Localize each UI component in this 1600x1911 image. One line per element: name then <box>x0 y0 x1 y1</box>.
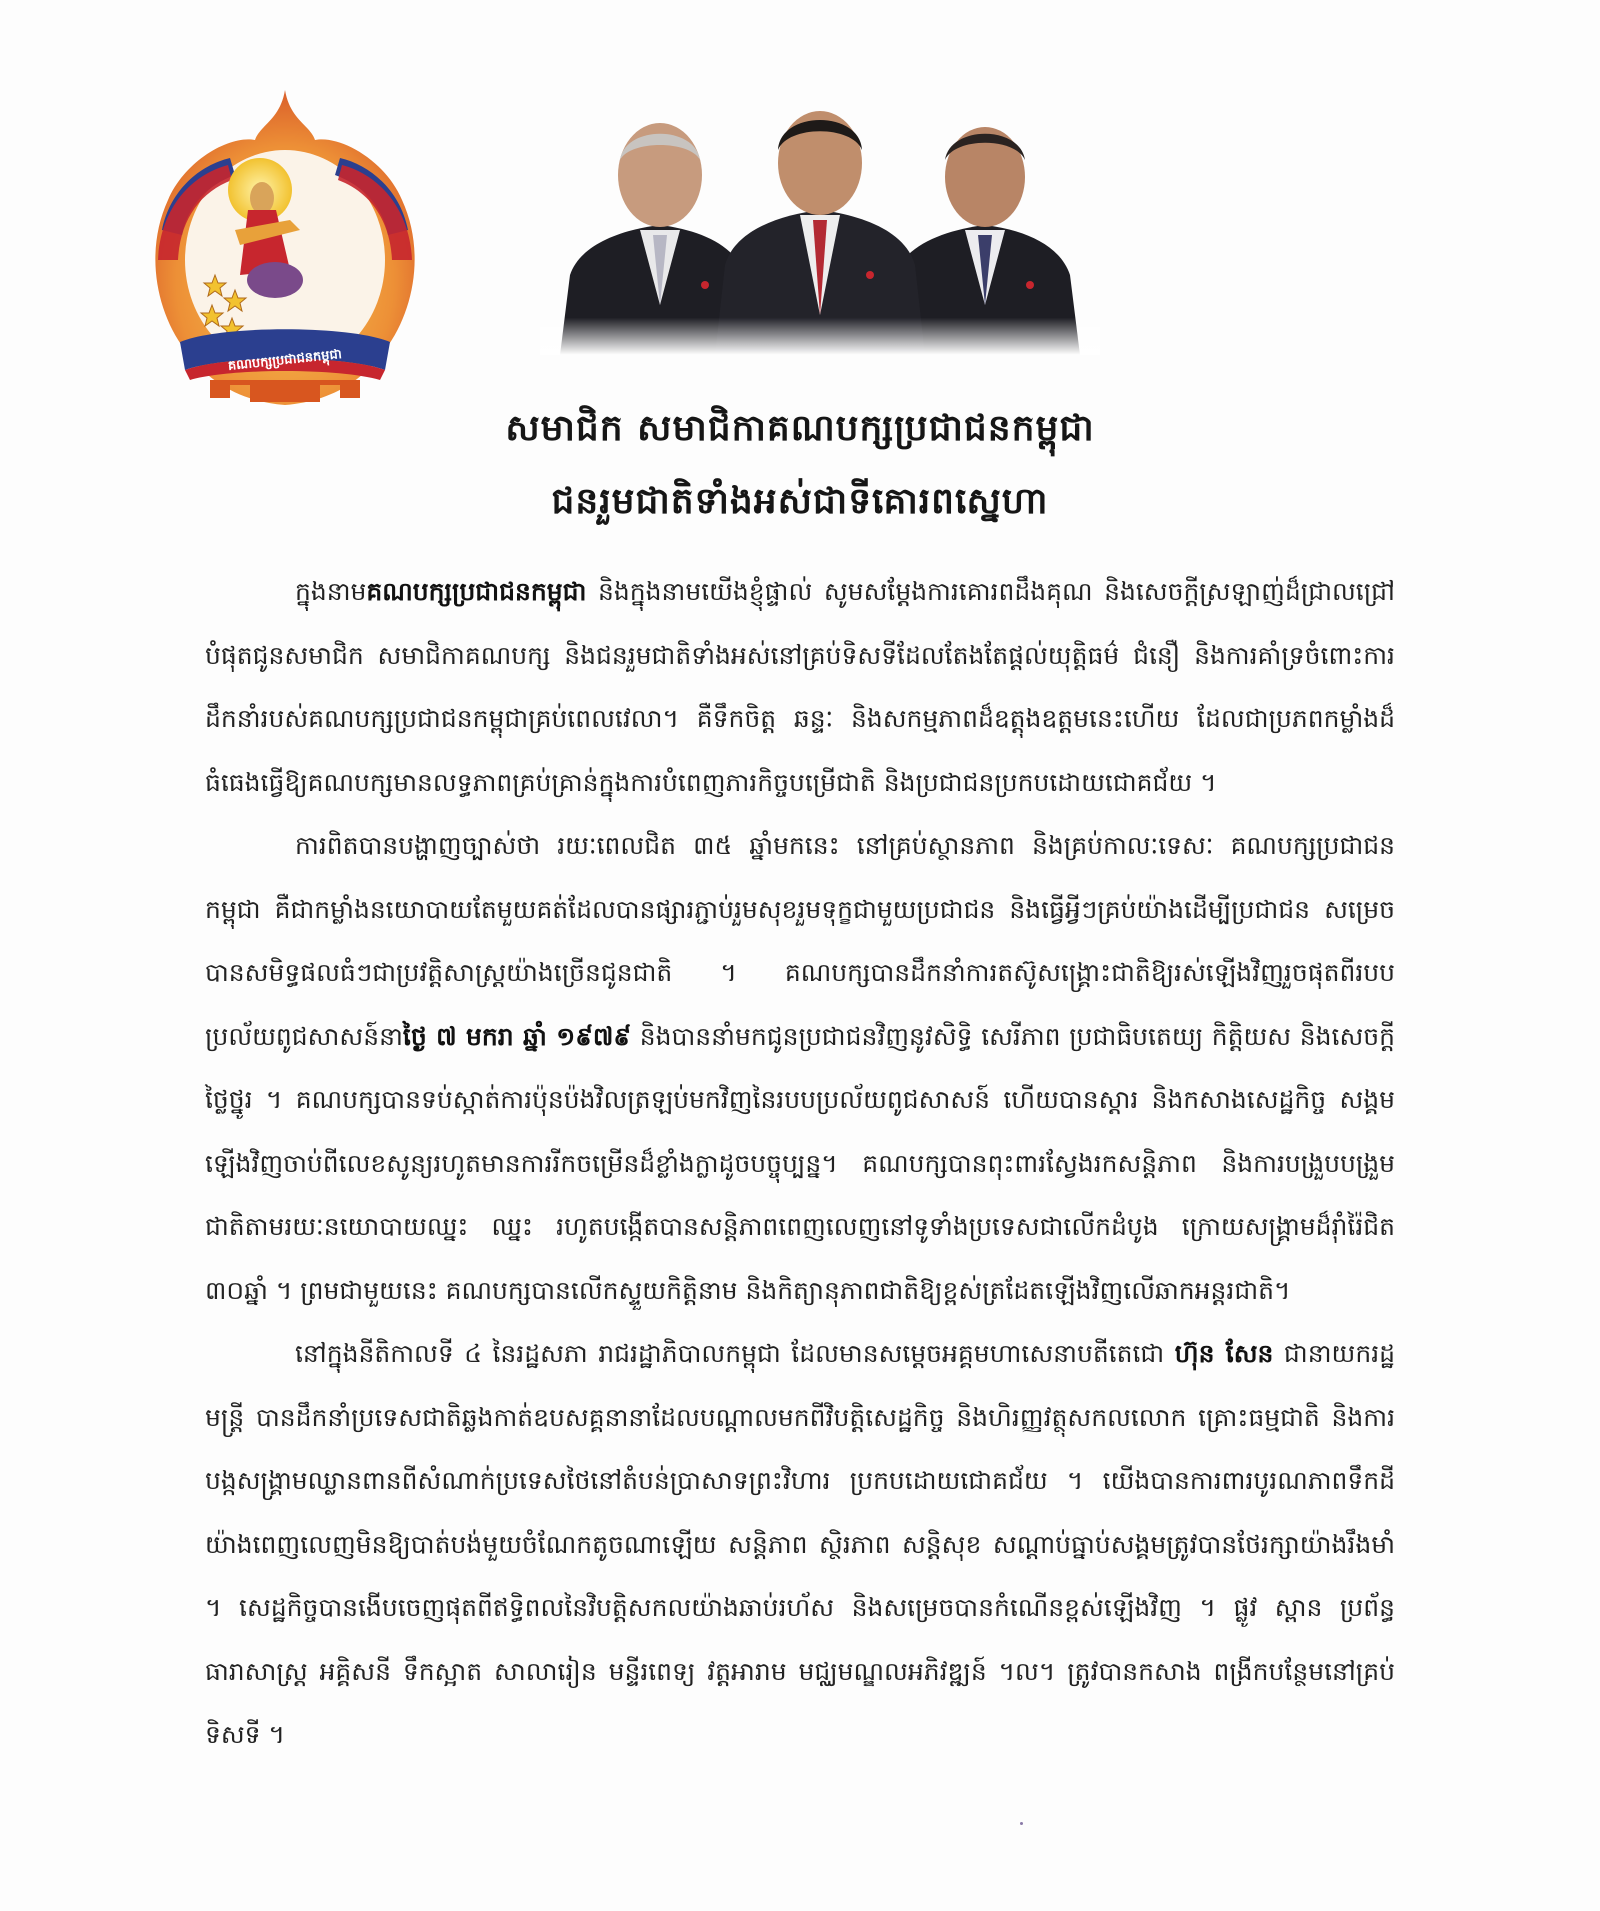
prime-minister-name-bold: ហ៊ុន សែន <box>1174 1339 1274 1368</box>
three-party-leaders-portrait-icon <box>540 105 1100 355</box>
title-line-2: ជនរួមជាតិទាំងអស់ជាទីគោរពស្នេហា <box>551 480 1049 522</box>
letter-body <box>205 560 1395 1767</box>
paragraph-2 <box>205 814 1395 1322</box>
paragraph-3-rest: ជានាយករដ្ឋមន្ត្រី បានដឹកនាំប្រទេសជាតិឆ្លងកាត់ឧបសគ្គនានាដែលបណ្តាលមកពីវិបត្តិសេដ្ឋកិច្ច និងហិរញ្ញវត្ថុសកលលោក គ្រោះធម្មជាតិ និងការបង្កសង្គ្រាមឈ្លានពានពីសំណាក់ប្រទេសថៃនៅតំបន់ប្រាសាទព្រះវិហារ ប្រកបដោយជោគជ័យ ។ យើងបានការពារបូរណភាពទឹកដីយ៉ាងពេញលេញមិនឱ្យបាត់បង់មួយចំណែកតូចណាឡើយ សន្តិភាព ស្ថិរភាព សន្តិសុខ សណ្តាប់ធ្នាប់សង្គមត្រូវបានថែរក្សាយ៉ាងរឹងមាំ ។ សេដ្ឋកិច្ចបានងើបចេញផុតពីឥទ្ធិពលនៃវិបត្តិសកលយ៉ាងឆាប់រហ័ស និងសម្រេចបានកំណើនខ្ពស់ឡើងវិញ ។ ផ្លូវ ស្ពាន ប្រព័ន្ធធារាសាស្ត្រ អគ្គិសនី ទឹកស្អាត សាលារៀន មន្ទីរពេទ្យ វត្តអារាម មជ្ឈមណ្ឌលអភិវឌ្ឍន៍ ។ល។ ត្រូវបានកសាង ពង្រីកបន្ថែមនៅគ្រប់ទិសទី ។ <box>205 1339 1396 1749</box>
paragraph-2-lead: ការពិតបានបង្ហាញច្បាស់ថា រយៈពេលជិត ៣៥ ឆ្នាំមកនេះ នៅគ្រប់ស្ថានភាព និងគ្រប់កាលៈទេសៈ គណបក្សប្រជាជនកម្ពុជា គឺជាកម្លាំងនយោបាយតែមួយគត់ដែលបានផ្សារភ្ជាប់រួមសុខរួមទុក្ខជាមួយប្រជាជន និងធ្វើអ្វីៗគ្រប់យ៉ាងដើម្បីប្រជាជន សម្រេចបានសមិទ្ធផលធំៗជាប្រវត្តិសាស្ត្រយ៉ាងច្រើនជូនជាតិ ។ គណបក្សបានដឹកនាំការតស៊ូសង្គ្រោះជាតិឱ្យរស់ឡើងវិញរួចផុតពីរបបប្រល័យពូជសាសន៍នា <box>205 831 1395 1051</box>
paragraph-1-rest: និងក្នុងនាមយើងខ្ញុំផ្ទាល់ សូមសម្តែងការគោរពដឹងគុណ និងសេចក្តីស្រឡាញ់ដ៏ជ្រាលជ្រៅបំផុតជូនសមាជិក សមាជិកាគណបក្ស និងជនរួមជាតិទាំងអស់នៅគ្រប់ទិសទីដែលតែងតែផ្តល់យុត្តិធម៌ ជំនឿ និងការគាំទ្រចំពោះការដឹកនាំរបស់គណបក្សប្រជាជនកម្ពុជាគ្រប់ពេលវេលា។ គឺទឹកចិត្ត ឆន្ទៈ និងសកម្មភាពដ៏ឧត្តុងឧត្តមនេះហើយ ដែលជាប្រភពកម្លាំងដ៏ធំធេងធ្វើឱ្យគណបក្សមានលទ្ធភាពគ្រប់គ្រាន់ក្នុងការបំពេញភារកិច្ចបម្រើជាតិ និងប្រជាជនប្រកបដោយជោគជ័យ ។ <box>205 577 1395 797</box>
party-name-bold: គណបក្សប្រជាជនកម្ពុជា <box>366 577 587 606</box>
liberation-date-bold: ថ្ងៃ ៧ មករា ឆ្នាំ ១៩៧៩ <box>402 1021 632 1051</box>
paragraph-3-lead: នៅក្នុងនីតិកាលទី ៤ នៃរដ្ឋសភា រាជរដ្ឋាភិបាលកម្ពុជា ដែលមានសម្តេចអគ្គមហាសេនាបតីតេជោ <box>295 1339 1175 1368</box>
paragraph-1-lead: ក្នុងនាម <box>295 577 367 606</box>
paragraph-1 <box>205 560 1395 814</box>
paragraph-3 <box>205 1322 1395 1767</box>
title-line-1: សមាជិក សមាជិកាគណបក្សប្រជាជនកម្ពុជា <box>505 407 1095 449</box>
emblem-banner-text: គណបក្សប្រជាជនកម្ពុជា <box>227 347 343 374</box>
paragraph-2-rest: និងបាននាំមកជូនប្រជាជនវិញនូវសិទ្ធិ សេរីភាព ប្រជាធិបតេយ្យ កិត្តិយស និងសេចក្តីថ្លៃថ្នូរ ។ គណបក្សបានទប់ស្កាត់ការប៉ុនប៉ងវិលត្រឡប់មកវិញនៃរបបប្រល័យពូជសាសន៍ ហើយបានស្តារ និងកសាងសេដ្ឋកិច្ច សង្គមឡើងវិញចាប់ពីលេខសូន្យរហូតមានការរីកចម្រើនដ៏ខ្លាំងក្លាដូចបច្ចុប្បន្ន។ គណបក្សបានពុះពារស្វែងរកសន្តិភាព និងការបង្រួបបង្រួមជាតិតាមរយៈនយោបាយឈ្នះ ឈ្នះ រហូតបង្កើតបានសន្តិភាពពេញលេញនៅទូទាំងប្រទេសជាលើកដំបូង ក្រោយសង្គ្រាមដ៏រ៉ាំរ៉ៃជិត ៣០ឆ្នាំ ។ ព្រមជាមួយនេះ គណបក្សបានលើកស្ទួយកិត្តិនាម និងកិត្យានុភាពជាតិឱ្យខ្ពស់ត្រដែតឡើងវិញលើឆាកអន្តរជាតិ។ <box>205 1021 1395 1305</box>
scan-speck <box>1020 1822 1023 1825</box>
